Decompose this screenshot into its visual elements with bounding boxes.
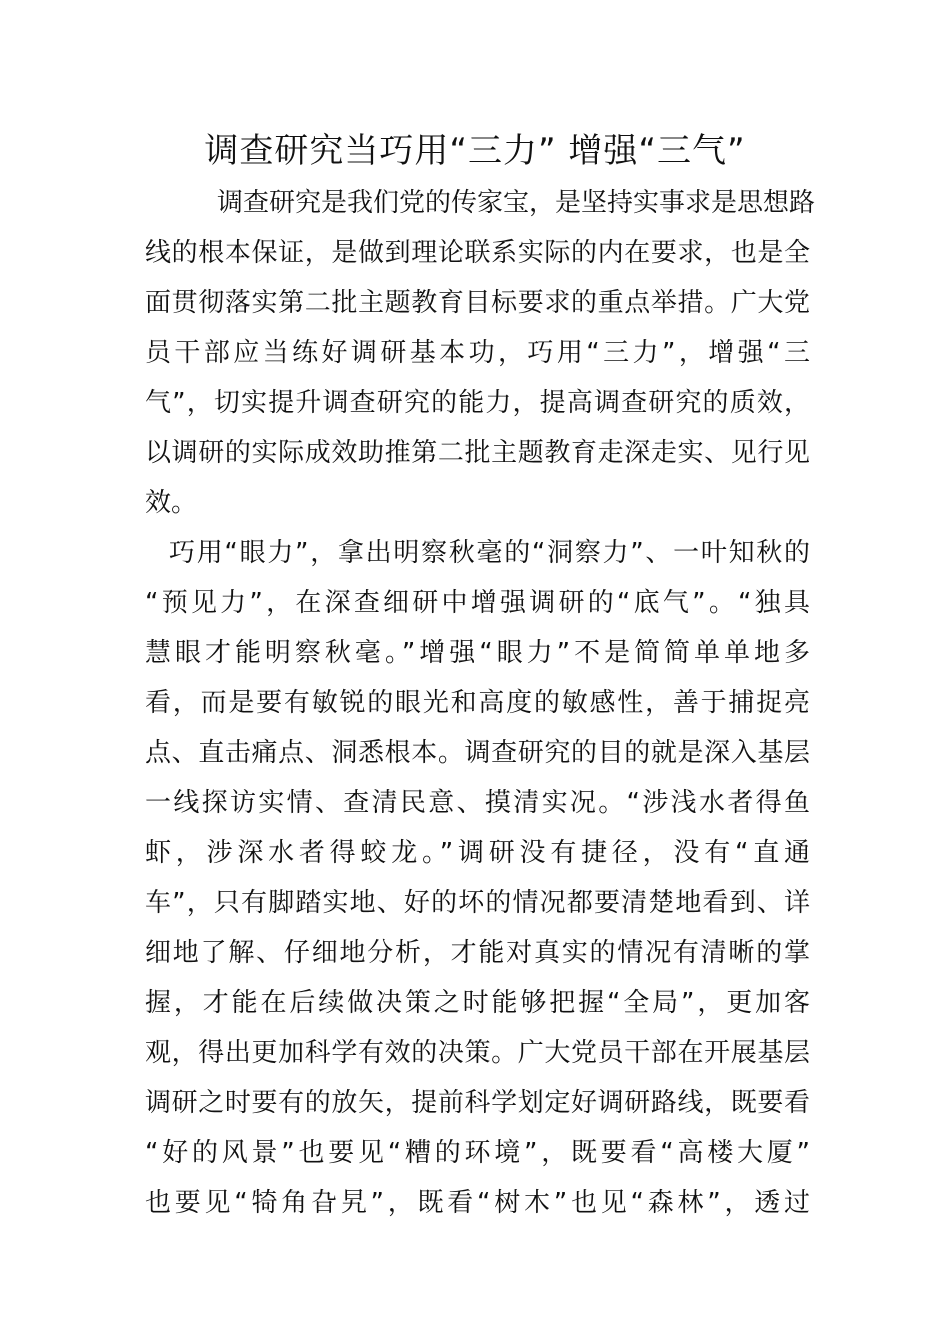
- text-line: “预见力”，在深查细研中增强调研的“底气”。“独具: [145, 588, 810, 618]
- document-title: 调查研究当巧用“三力” 增强“三气”: [204, 131, 746, 171]
- text-line: 车”，只有脚踏实地、好的坏的情况都要清楚地看到、详: [145, 888, 810, 918]
- text-line: 观，得出更加科学有效的决策。广大党员干部在开展基层: [145, 1038, 810, 1068]
- text-line: 慧眼才能明察秋毫。”增强“眼力”不是简简单单地多: [145, 638, 810, 668]
- text-line: 细地了解、仔细地分析，才能对真实的情况有清晰的掌: [145, 938, 810, 968]
- text-line: 一线探访实情、查清民意、摸清实况。“涉浅水者得鱼: [145, 788, 810, 818]
- text-line: 调研之时要有的放矢，提前科学划定好调研路线，既要看: [145, 1088, 810, 1118]
- text-line: 也要见“犄角旮旯”，既看“树木”也见“森林”，透过: [145, 1188, 810, 1218]
- text-line: 虾，涉深水者得蛟龙。”调研没有捷径，没有“直通: [145, 838, 810, 868]
- text-line: 面贯彻落实第二批主题教育目标要求的重点举措。广大党: [145, 288, 810, 318]
- text-line: 员干部应当练好调研基本功，巧用“三力”，增强“三: [145, 338, 810, 368]
- text-line: “好的风景”也要见“糟的环境”，既要看“高楼大厦”: [145, 1138, 810, 1168]
- text-line: 巧用“眼力”，拿出明察秋毫的“洞察力”、一叶知秋的: [169, 538, 810, 568]
- document-body: [145, 178, 816, 1228]
- text-line: 握，才能在后续做决策之时能够把握“全局”，更加客: [145, 988, 810, 1018]
- text-line: 线的根本保证，是做到理论联系实际的内在要求，也是全: [145, 238, 810, 268]
- text-line: 点、直击痛点、洞悉根本。调查研究的目的就是深入基层: [145, 738, 810, 768]
- text-line: 看，而是要有敏锐的眼光和高度的敏感性，善于捕捉亮: [145, 688, 810, 718]
- text-line: 气”，切实提升调查研究的能力，提高调查研究的质效，: [145, 388, 810, 418]
- text-line: 调查研究是我们党的传家宝，是坚持实事求是思想路: [217, 188, 816, 218]
- text-line: 效。: [145, 488, 198, 518]
- text-line: 以调研的实际成效助推第二批主题教育走深走实、见行见: [145, 438, 810, 468]
